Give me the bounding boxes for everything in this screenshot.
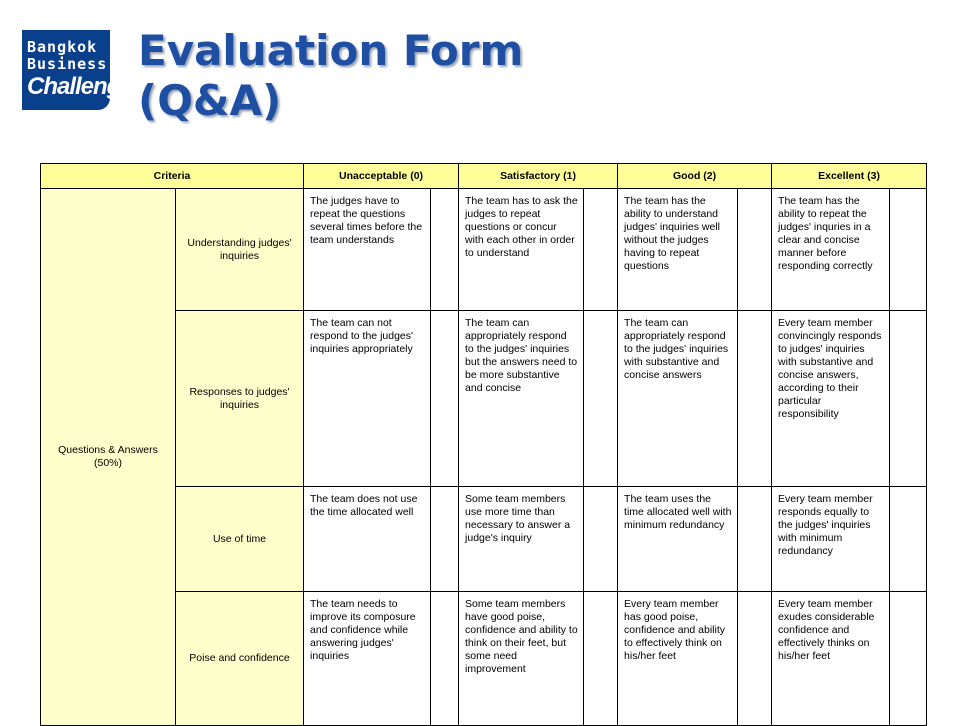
- page-title: [138, 26, 523, 126]
- header-row: [41, 164, 927, 189]
- score-cell[interactable]: [431, 592, 459, 726]
- level-description: The judges have to repeat the questions several times before the team understands: [304, 189, 431, 311]
- score-cell[interactable]: [431, 311, 459, 487]
- logo-line-1: Bangkok: [27, 38, 98, 56]
- score-cell[interactable]: [890, 487, 927, 592]
- header-unacceptable: Unacceptable (0): [304, 164, 459, 189]
- level-description: The team has the ability to repeat the judges' inquries in a clear and concise manner before responding correctly: [772, 189, 890, 311]
- level-description: The team uses the time allocated well with minimum redundancy: [618, 487, 738, 592]
- level-description: The team can appropriately respond to the judges' inquiries with substantive and concise answers: [618, 311, 738, 487]
- logo-line-2: Business: [27, 55, 108, 73]
- level-description: Some team members use more time than necessary to answer a judge's inquiry: [459, 487, 584, 592]
- logo-line-3: Challenge: [27, 73, 133, 100]
- score-cell[interactable]: [431, 189, 459, 311]
- score-cell[interactable]: [738, 487, 772, 592]
- level-description: Every team member has good poise, confidence and ability to effectively think on his/her feet: [618, 592, 738, 726]
- level-description: Every team member exudes considerable confidence and effectively thinks on his/her feet: [772, 592, 890, 726]
- header-good: Good (2): [618, 164, 772, 189]
- score-cell[interactable]: [584, 487, 618, 592]
- score-cell[interactable]: [431, 487, 459, 592]
- score-cell[interactable]: [890, 311, 927, 487]
- level-description: Some team members have good poise, confidence and ability to think on their feet, but some need improvement: [459, 592, 584, 726]
- level-description: The team has the ability to understand judges' inquiries well without the judges having to repeat questions: [618, 189, 738, 311]
- level-description: Every team member responds equally to the judges' inquiries with minimum redundancy: [772, 487, 890, 592]
- page-title-line-1: Evaluation Form: [138, 26, 524, 75]
- level-description: The team can not respond to the judges' inquiries appropriately: [304, 311, 431, 487]
- criterion-cell: Understanding judges' inquiries: [176, 189, 304, 311]
- header-satisfactory: Satisfactory (1): [459, 164, 618, 189]
- score-cell[interactable]: [738, 592, 772, 726]
- score-cell[interactable]: [890, 592, 927, 726]
- score-cell[interactable]: [738, 311, 772, 487]
- level-description: The team can appropriately respond to the judges' inquiries but the answers need to be more substantive and concise: [459, 311, 584, 487]
- category-cell: Questions & Answers (50%): [41, 189, 176, 726]
- header-criteria: Criteria: [41, 164, 304, 189]
- table-row: [41, 189, 927, 311]
- score-cell[interactable]: [584, 592, 618, 726]
- header-excellent: Excellent (3): [772, 164, 927, 189]
- level-description: The team has to ask the judges to repeat questions or concur with each other in order to understand: [459, 189, 584, 311]
- score-cell[interactable]: [890, 189, 927, 311]
- criterion-cell: Poise and confidence: [176, 592, 304, 726]
- level-description: Every team member convincingly responds to judges' inquiries with substantive and concise answers, according to their particular responsibility: [772, 311, 890, 487]
- score-cell[interactable]: [584, 189, 618, 311]
- criterion-cell: Use of time: [176, 487, 304, 592]
- criterion-cell: Responses to judges' inquiries: [176, 311, 304, 487]
- score-cell[interactable]: [584, 311, 618, 487]
- level-description: The team needs to improve its composure and confidence while answering judges' inquiries: [304, 592, 431, 726]
- score-cell[interactable]: [738, 189, 772, 311]
- evaluation-rubric-table: [40, 163, 927, 726]
- level-description: The team does not use the time allocated well: [304, 487, 431, 592]
- bangkok-business-challenge-logo: [22, 30, 133, 110]
- page-title-line-2: (Q&A): [138, 76, 282, 125]
